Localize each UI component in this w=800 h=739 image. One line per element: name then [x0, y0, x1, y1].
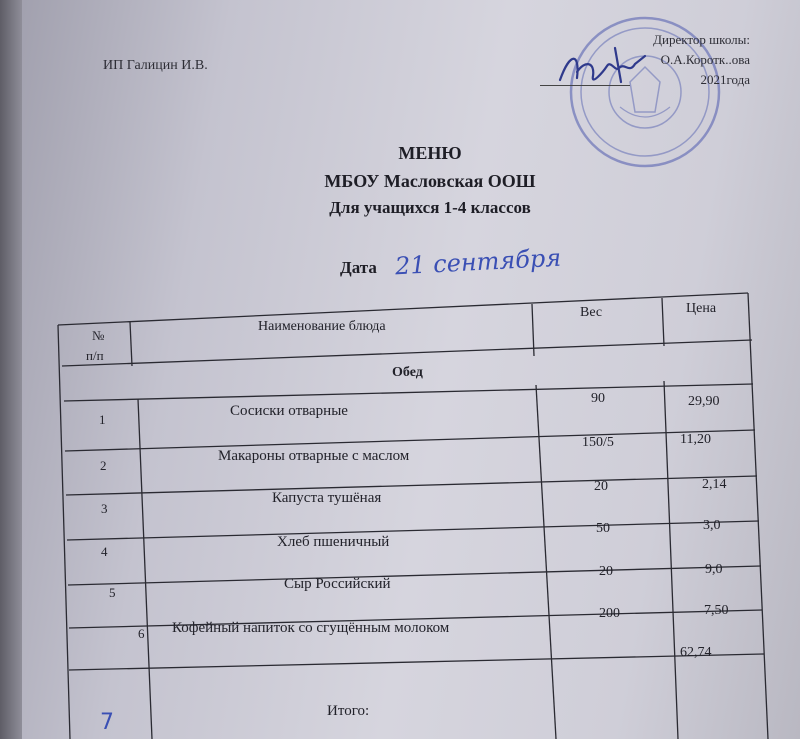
header-weight: Вес — [580, 305, 603, 320]
row-num: 1 — [99, 412, 106, 427]
date-label: Дата — [340, 258, 377, 277]
total-label: Итого: — [327, 703, 370, 719]
total-price: 62,74 — [680, 645, 712, 660]
row-weight: 50 — [596, 521, 610, 536]
header-name: Наименование блюда — [258, 319, 386, 334]
row-price: 9,0 — [705, 562, 723, 577]
row-price: 29,90 — [688, 394, 720, 409]
approver-title: Директор школы: — [653, 32, 750, 47]
row-name: Хлеб пшеничный — [277, 534, 390, 550]
row-name: Капуста тушёная — [272, 490, 382, 506]
row-name: Макароны отварные с маслом — [218, 448, 410, 464]
row-weight: 90 — [591, 391, 605, 406]
row-weight: 200 — [599, 606, 620, 621]
row-price: 3,0 — [703, 518, 721, 533]
row-num: 2 — [100, 458, 107, 473]
row-num: 5 — [109, 585, 116, 600]
row-name: Сосиски отварные — [230, 403, 348, 419]
header-price: Цена — [686, 301, 717, 316]
row-num: 4 — [101, 544, 108, 559]
section-title: Обед — [392, 365, 423, 380]
row-num: 3 — [101, 501, 108, 516]
table-row — [99, 391, 720, 427]
row-weight: 150/5 — [582, 435, 614, 450]
total-row — [100, 645, 712, 735]
school-name: МБОУ Масловская ООШ — [324, 171, 536, 191]
table-grid — [58, 293, 768, 739]
approver-name: О.А.Коротк..ова — [660, 52, 750, 67]
target-group: Для учащихся 1-4 классов — [329, 198, 531, 217]
row-num: 6 — [138, 626, 145, 641]
total-row-handwritten-num: 7 — [100, 710, 114, 735]
row-name: Кофейный напиток со сгущённым молоком — [172, 620, 450, 636]
row-price: 2,14 — [702, 477, 727, 492]
row-price: 7,50 — [704, 603, 729, 618]
header-num: № — [92, 328, 105, 343]
table-row — [100, 432, 711, 473]
table-row — [138, 603, 729, 641]
table-row — [101, 477, 727, 516]
row-weight: 20 — [599, 564, 613, 579]
date-value: 21 сентября — [394, 243, 562, 281]
menu-title: МЕНЮ — [398, 143, 462, 163]
row-price: 11,20 — [680, 432, 711, 447]
supplier-name: ИП Галицин И.В. — [103, 58, 208, 73]
row-weight: 20 — [594, 479, 608, 494]
row-name: Сыр Российский — [284, 576, 391, 592]
approval-year: 2021года — [700, 72, 750, 87]
header-num-sub: п/п — [86, 348, 104, 363]
